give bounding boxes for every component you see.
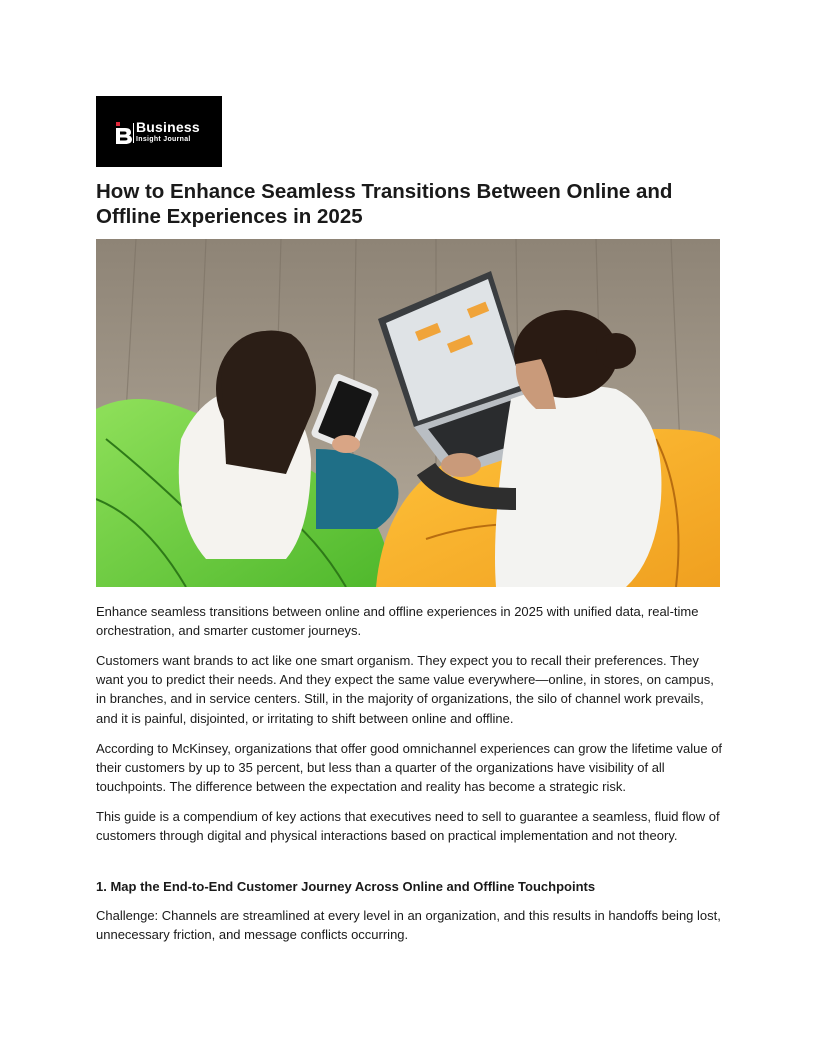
logo-brand: Business: [136, 119, 200, 135]
intro-paragraph: Enhance seamless transitions between online and offline experiences in 2025 with unified data, real-time orchestration, and smarter customer journeys.: [96, 604, 699, 639]
logo-divider: [133, 123, 134, 143]
logo-text: [136, 120, 200, 144]
hero-image: [96, 239, 720, 587]
paragraph-2: Customers want brands to act like one smart organism. They expect you to recall their preferences. They want you to predict their needs. And they expect the same value everywhere—online, in stores, on campus, in branches, and in service centers. Still, in the majority of organizations, the silo of channel work prevails, and it is painful, disjointed, or irritating to shift between online and offline.: [96, 653, 714, 726]
brand-b-icon: [114, 122, 134, 144]
brand-logo: [96, 96, 222, 167]
paragraph-4: This guide is a compendium of key actions that executives need to sell to guarantee a seamless, fluid flow of customers through digital and physical interactions based on practical implementation and not theory.: [96, 809, 720, 844]
section-paragraph: Challenge: Channels are streamlined at every level in an organization, and this results in handoffs being lost, unnecessary friction, and message conflicts occurring.: [96, 908, 721, 943]
paragraph-3: According to McKinsey, organizations that offer good omnichannel experiences can grow the lifetime value of their customers by up to 35 percent, but less than a quarter of the organizations have visibility of all touchpoints. The difference between the expectation and reality has become a strategic risk.: [96, 741, 723, 795]
section-heading: 1. Map the End-to-End Customer Journey Across Online and Offline Touchpoints: [96, 879, 596, 894]
logo-subtitle: Insight Journal: [136, 136, 191, 143]
article-title: How to Enhance Seamless Transitions Between Online and Offline Experiences in 2025: [96, 180, 673, 228]
